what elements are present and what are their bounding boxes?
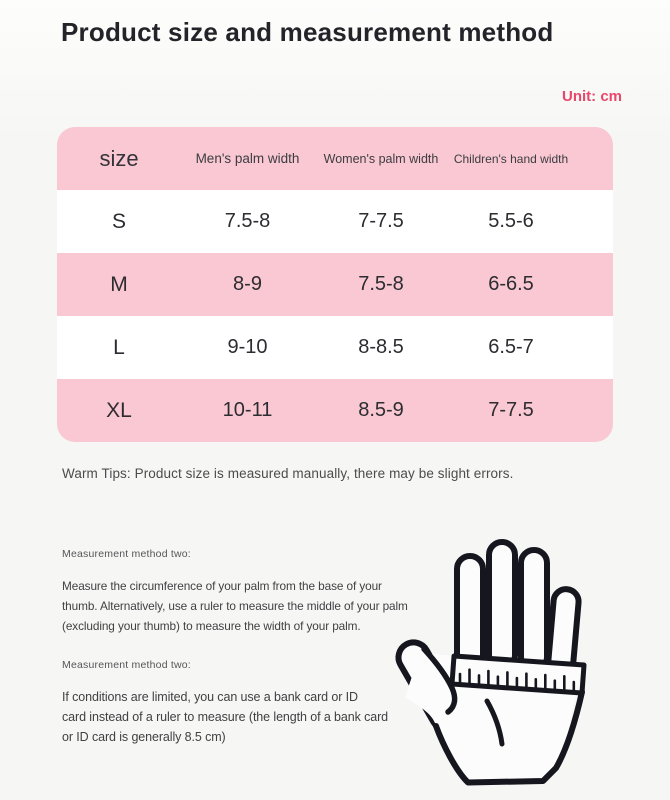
cell-children: 6-6.5: [488, 273, 534, 295]
cell-children: 5.5-6: [488, 210, 534, 232]
table-header-row: [57, 127, 613, 190]
measurement-method-1-text: [62, 576, 408, 636]
unit-label: Unit: cm: [562, 88, 622, 105]
text-line: Measure the circumference of your palm from the base of your: [62, 579, 382, 593]
text-line: thumb. Alternatively, use a ruler to measure the middle of your palm: [62, 599, 408, 613]
ring-finger-shape: [521, 550, 547, 670]
table-row: [57, 316, 613, 379]
measurement-method-1-label: Measurement method two:: [62, 548, 191, 560]
cell-men: 10-11: [222, 399, 273, 421]
hand-with-ruler-illustration: [390, 525, 670, 800]
index-finger-shape: [457, 556, 483, 668]
cell-size: S: [111, 209, 126, 233]
header-cell-women: Women's palm width: [323, 151, 439, 166]
middle-finger-shape: [489, 542, 515, 668]
cell-size: L: [113, 335, 125, 359]
size-table: [57, 127, 613, 442]
cell-children: 6.5-7: [488, 336, 534, 358]
cell-men: 9-10: [227, 336, 268, 358]
cell-size: M: [110, 272, 128, 296]
table-row: [57, 379, 613, 442]
cell-men: 7.5-8: [224, 210, 271, 232]
measurement-method-2-text: [62, 687, 388, 747]
cell-women: 7.5-8: [358, 273, 404, 295]
text-line: If conditions are limited, you can use a bank card or ID: [62, 690, 358, 704]
cell-men: 8-9: [233, 273, 262, 295]
table-row: [57, 253, 613, 316]
page-title: Product size and measurement method: [61, 17, 554, 47]
warm-tips-note: Warm Tips: Product size is measured manually, there may be slight errors.: [62, 466, 514, 481]
cell-size: XL: [106, 398, 132, 422]
text-line: or ID card is generally 8.5 cm): [62, 730, 226, 744]
header-cell-children: Children's hand width: [453, 151, 569, 166]
table-row: [57, 190, 613, 253]
measurement-method-2-label: Measurement method two:: [62, 659, 191, 671]
cell-women: 8-8.5: [358, 336, 404, 358]
cell-children: 7-7.5: [488, 399, 534, 421]
text-line: card instead of a ruler to measure (the length of a bank card: [62, 710, 389, 724]
header-cell-size: size: [99, 145, 139, 171]
header-cell-men: Men's palm width: [195, 151, 300, 166]
cell-women: 7-7.5: [358, 210, 404, 232]
cell-women: 8.5-9: [358, 399, 404, 421]
text-line: (excluding your thumb) to measure the width of your palm.: [62, 619, 361, 633]
